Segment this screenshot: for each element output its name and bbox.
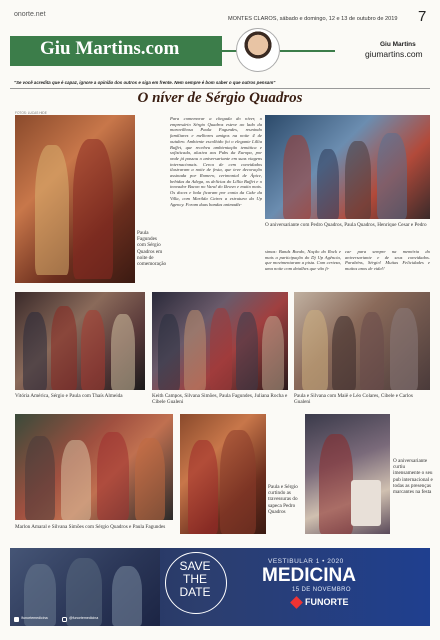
facebook-icon <box>14 617 19 622</box>
photo-couple-child <box>180 414 266 534</box>
article-col-3: car para sempre na memória do aniversariante e de seus convidados. Parabéns, Sérgio! Muitas Felicidades e muitos anos de vida!! <box>345 249 430 272</box>
caption-photo-7: Paula e Sérgio curtindo as travessuras do sapeca Pedro Quadros <box>268 484 298 515</box>
caption-photo-3: Vitória América, Sérgio e Paula com Thaís Almeida <box>15 393 123 399</box>
ad-save: SAVE <box>179 559 211 573</box>
ad-vestibular: VESTIBULAR 1 • 2020 <box>268 558 344 565</box>
article-col-2: simas: Bands Bondo, Nação do Rock e mais a participação do Dj Up Agência, que movimentaram a pista. Com certeza, uma noite com detalhes que vão fi- <box>265 249 341 272</box>
dateline: MONTES CLAROS, sábado e domingo, 12 e 13 de outubro de 2019 <box>228 16 398 22</box>
columnist-site[interactable]: giumartins.com <box>365 49 423 59</box>
caption-photo-2: O aniversariante com Pedro Quadros, Paula Quadros, Henrique Cesar e Pedro <box>265 222 427 228</box>
photo-group-vitoria <box>15 292 145 390</box>
page-number: 7 <box>418 8 427 25</box>
ad-date: DATE <box>179 585 211 599</box>
article-title: O níver de Sérgio Quadros <box>137 90 303 106</box>
motto: "Se você acredita que é capaz, ignore a opinião dos outros e siga em frente. Nem sempre é bom saber o que outros pensam" <box>14 80 276 85</box>
instagram-icon <box>62 617 67 622</box>
ad-brand: FUNORTE <box>305 597 349 607</box>
caption-photo-8: O aniversariante curtiu imensamente o seu pub internacional e todas as presenças marcantes na festa <box>393 458 433 496</box>
photo-couple-main <box>15 115 135 283</box>
ad-instagram[interactable]: @funortemedicina <box>69 616 99 620</box>
banner-divider-right <box>280 50 335 52</box>
ad-course: MEDICINA <box>262 565 356 586</box>
caption-photo-5: Paula e Silvana com Maiê e Léo Colares, Cibele e Carlos Gualeni <box>294 393 413 406</box>
photo-birthday-cake <box>305 414 390 534</box>
photo-group-keith <box>152 292 288 390</box>
ad-exam-date: 15 DE NOVEMBRO <box>292 587 351 593</box>
article-col-1: Para comemorar a chegada do níver, o empresário Sérgio Quadros esteve ao lado da maravilhosa Paula Fagundes, reunindo familiares e melhores amigos na noite 4 de outubro. Ambiente escolhido foi o elegante Lillia Buffet, que recebeu ambientação temática e sofisticada, alusiva aos Pubs da Europa, por onde já passou o aniversariante em suas viagens internacionais. Cerca de cem convidados ilustraram a noite de festa, que teve decoração assinada por Romero, cerimonial de Ápice, bebidas da Adega, os delícias do Lillia Buffet e o inovador Bacon no Varal do Ikravo e muito mais. Os doces e bala ficaram por conta da Cake da Villa, com Marilda Caires a estrutura da Up Agency. Foram duas bandas animadís- <box>170 116 262 207</box>
photo-group-paula-silvana <box>294 292 430 390</box>
ad-facebook[interactable]: /funortemedicina <box>21 616 48 620</box>
columnist-avatar <box>236 28 280 72</box>
columnist-name: Giu Martins <box>380 41 416 48</box>
caption-photo-6: Marlon Amaral e Silvana Simões com Sérgio Quadros e Paula Fagundes <box>15 524 166 530</box>
motto-rule <box>10 88 430 89</box>
caption-photo-4: Keith Campos, Silvana Simões, Paula Fagundes, Juliana Rocha e Cibele Gualeni <box>152 393 288 406</box>
column-title: Giu Martins.com <box>40 38 180 59</box>
caption-photo-1: Paula Fagundes com Sérgio Quadros em noite de comemoração <box>137 230 167 268</box>
ad-the: THE <box>183 572 207 586</box>
site-name[interactable]: onorte.net <box>14 11 46 18</box>
photo-group-marlon <box>15 414 173 520</box>
photo-family <box>265 115 430 219</box>
photo-credit: FOTOS: LUCAS HIDE <box>15 111 47 115</box>
